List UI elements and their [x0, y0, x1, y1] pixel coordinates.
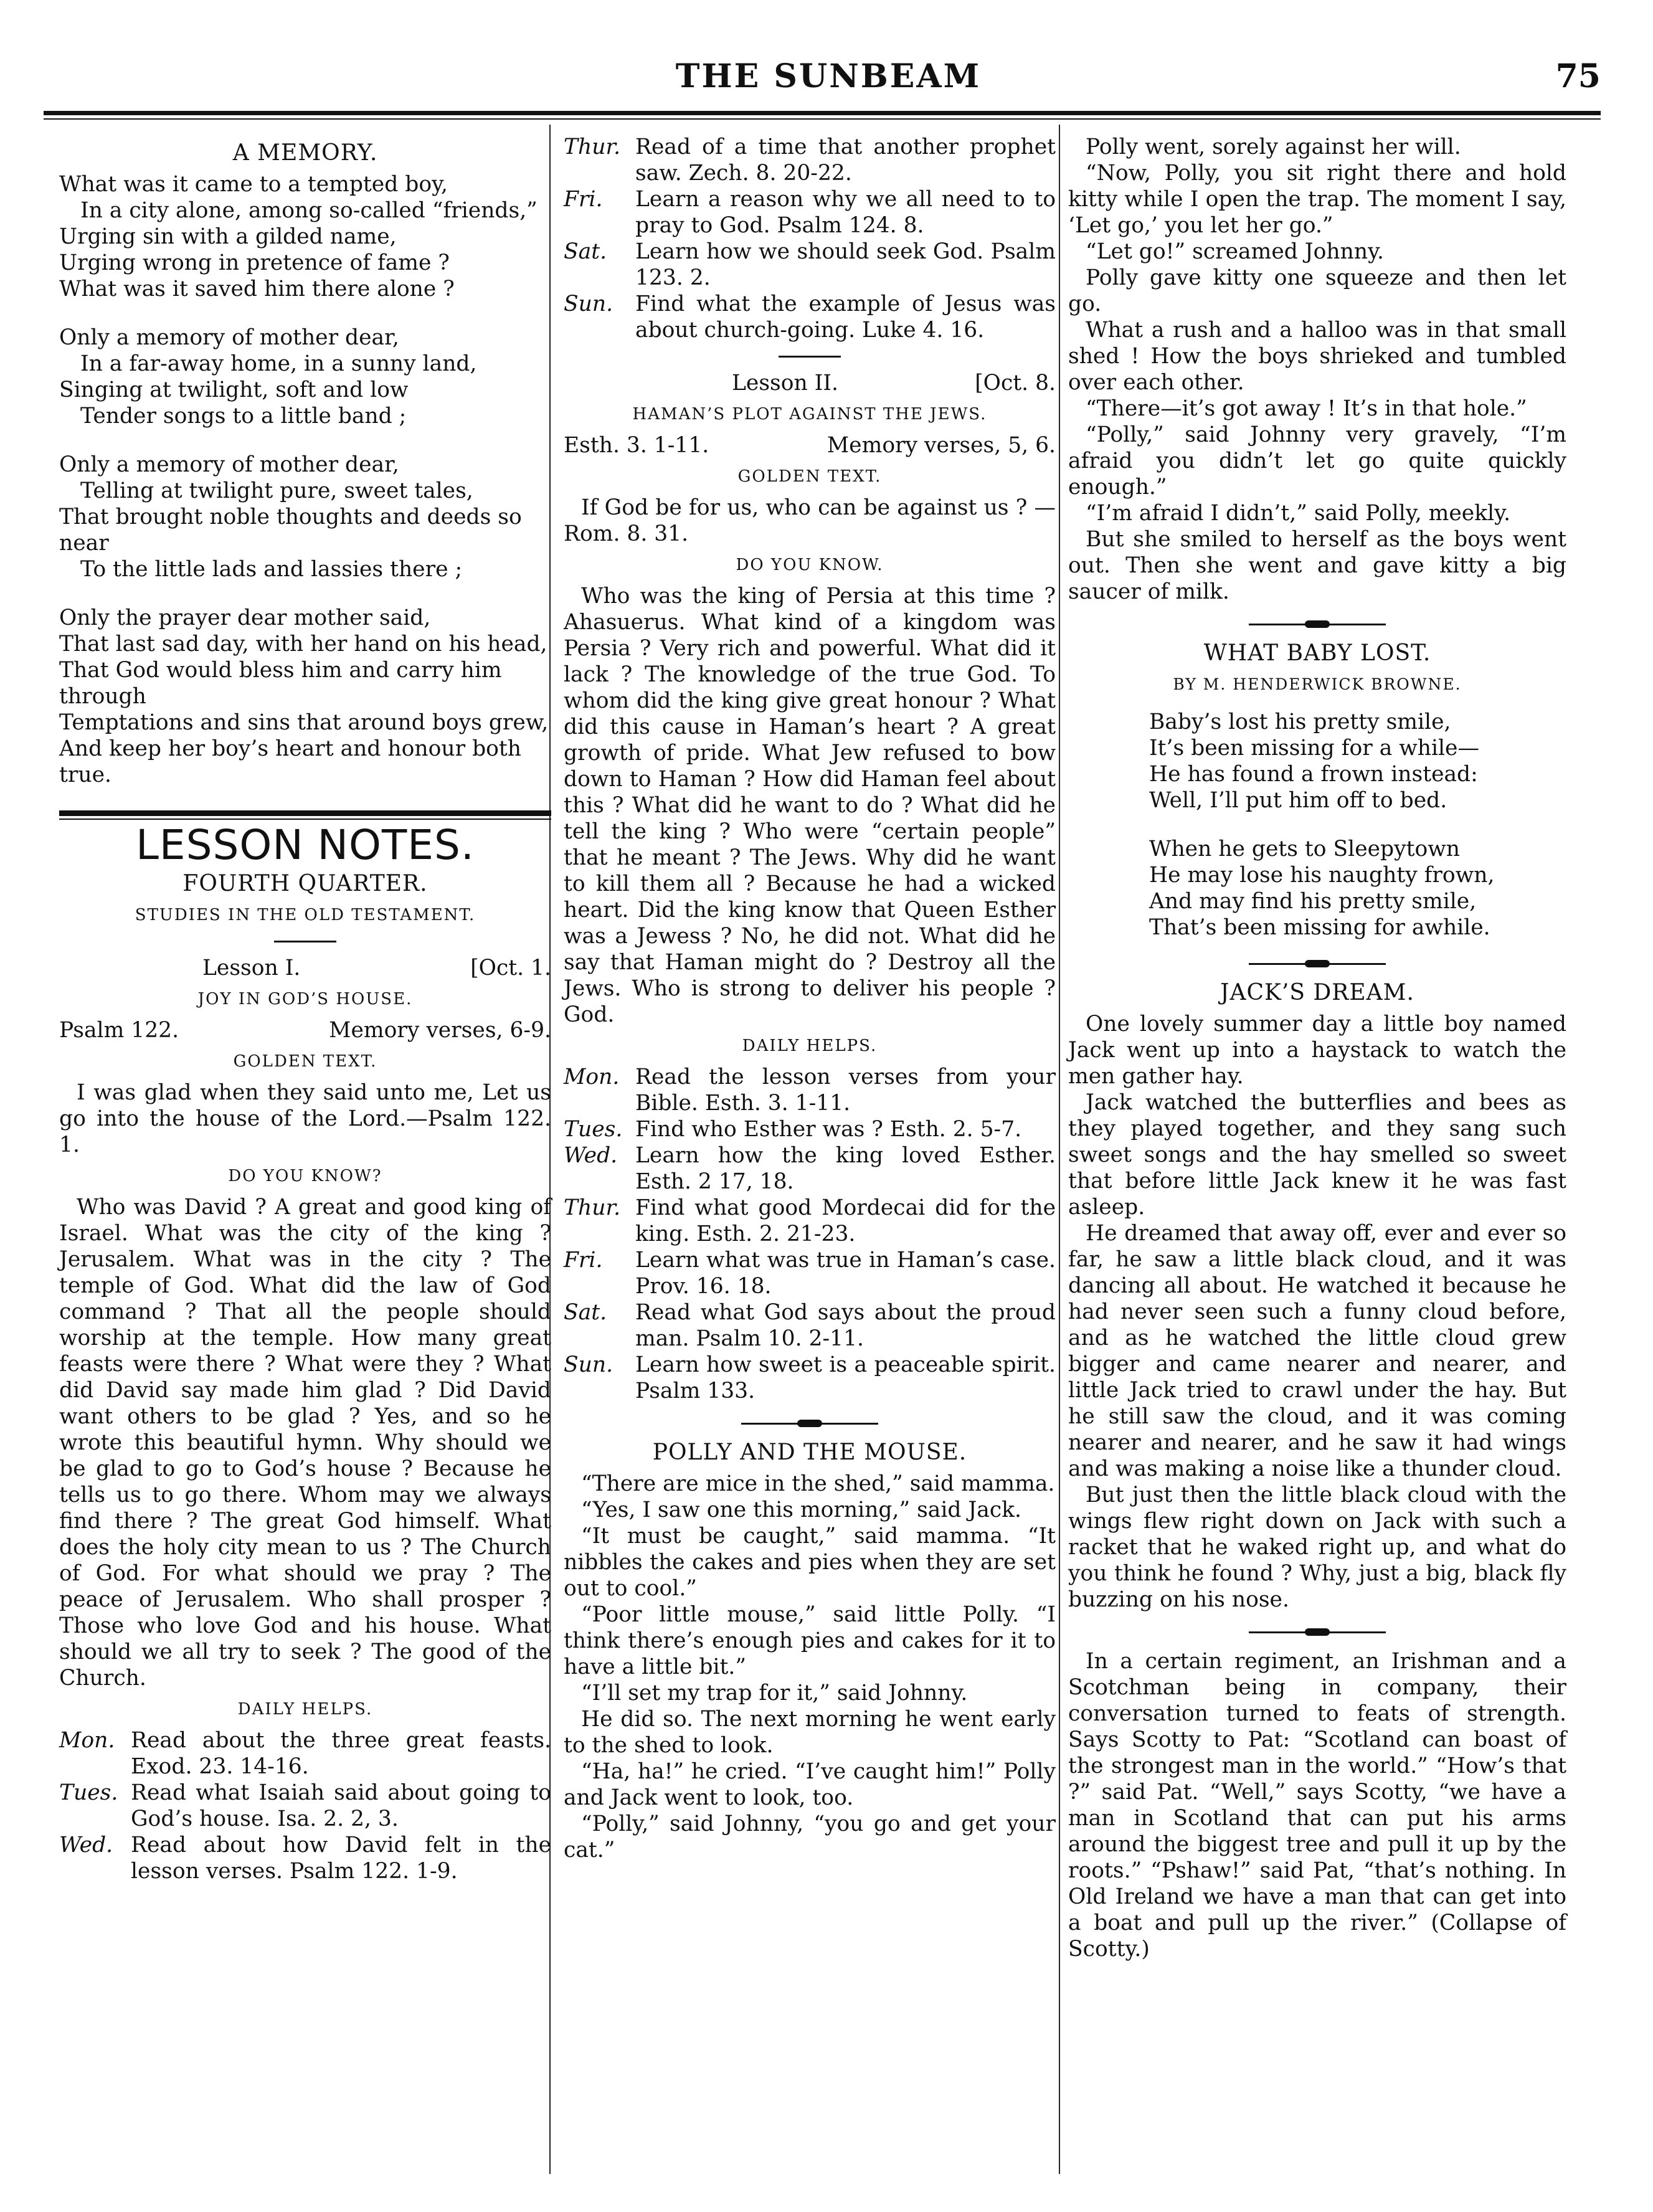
story-paragraph: But just then the little black cloud with the wings flew right down on Jack with such a racket that he waked right up, and what do you think he found ? Why, just a big, black fly buzzing on his nose.: [1068, 1483, 1566, 1612]
poem-line: Only a memory of mother dear,: [59, 452, 399, 477]
divider: [274, 941, 336, 942]
story-paragraph: “I’m afraid I didn’t,” said Polly, meekly.: [1086, 501, 1511, 526]
do-you-know-label: DO YOU KNOW?: [228, 1167, 382, 1185]
story-paragraph: Polly went, sorely against her will.: [1086, 135, 1461, 159]
poem-line: That’s been missing for awhile.: [1149, 915, 1490, 940]
column-separator-2: [1059, 125, 1060, 2174]
daily-help: [564, 239, 1056, 291]
help-day: Fri.: [564, 1248, 603, 1273]
newspaper-title: THE SUNBEAM: [675, 57, 982, 95]
do-you-know-label: DO YOU KNOW.: [736, 556, 884, 574]
lesson-2-scripture: Esth. 3. 1-11.: [564, 433, 709, 458]
daily-help: [564, 1299, 1056, 1352]
daily-help: [564, 291, 1056, 343]
help-text: Find what good Mordecai did for the king. Esth. 2. 21-23.: [635, 1195, 1056, 1246]
poem-line: And may find his pretty smile,: [1149, 889, 1477, 914]
poem-stanza: [59, 605, 551, 788]
page-number: 75: [1555, 57, 1601, 95]
poem-line: Singing at twilight, soft and low: [59, 377, 409, 402]
story-paragraph: “Polly,” said Johnny, “you go and get your cat.”: [564, 1811, 1056, 1863]
help-text: Learn how we should seek God. Psalm 123. 2.: [635, 239, 1056, 290]
help-day: Sat.: [564, 239, 607, 264]
story-paragraph: “Yes, I saw one this morning,” said Jack.: [581, 1498, 1022, 1522]
story-paragraph: What a rush and a halloo was in that small shed ! How the boys shrieked and tumbled over each other.: [1068, 318, 1566, 395]
poem-line: Baby’s lost his pretty smile,: [1149, 710, 1451, 734]
poem-line: To the little lads and lassies there ;: [80, 557, 463, 582]
baby-byline: BY M. HENDERWICK BROWNE.: [1173, 675, 1462, 693]
poem-line: What was it saved him there alone ?: [59, 277, 455, 301]
section-rule-thin: [59, 819, 551, 820]
lesson-1-label: Lesson I.: [202, 956, 301, 980]
story-paragraph: “There are mice in the shed,” said mamma.: [581, 1471, 1055, 1496]
help-day: Sun.: [564, 292, 613, 316]
poem-stanza: [59, 171, 551, 302]
help-day: Tues.: [564, 1117, 623, 1142]
lesson-2-memory-verses: Memory verses, 5, 6.: [827, 433, 1056, 458]
baby-title: WHAT BABY LOST.: [1203, 640, 1431, 666]
story-paragraph: “Let go!” screamed Johnny.: [1086, 239, 1384, 264]
baby-poem: [1068, 709, 1566, 941]
help-day: Sat.: [564, 1300, 607, 1325]
lesson-2-label: Lesson II.: [732, 371, 838, 396]
golden-text-label: GOLDEN TEXT.: [737, 467, 882, 486]
lesson-2-date: [Oct. 8.: [975, 371, 1056, 396]
lesson-1-heading: [59, 955, 551, 981]
help-text: Learn how the king loved Esther. Esth. 2 17, 18.: [635, 1143, 1056, 1194]
help-text: Read about how David felt in the lesson verses. Psalm 122. 1-9.: [131, 1833, 551, 1884]
ornamental-divider: [1249, 1631, 1386, 1633]
daily-help: [564, 1195, 1056, 1247]
daily-help: [564, 134, 1056, 186]
poem-line: What was it came to a tempted boy,: [59, 172, 448, 197]
lesson-2-verses: [564, 432, 1056, 458]
quarter-heading: FOURTH QUARTER.: [182, 871, 428, 896]
lesson-1-verses: [59, 1017, 551, 1043]
help-text: Read about the three great feasts. Exod. 23. 14-16.: [131, 1728, 551, 1779]
poem-line: In a far-away home, in a sunny land,: [80, 351, 477, 376]
help-text: Read what God says about the proud man. Psalm 10. 2-11.: [635, 1300, 1056, 1351]
page-header: [56, 57, 1601, 113]
story-paragraph: But she smiled to herself as the boys went out. Then she went and gave kitty a big saucer of milk.: [1068, 527, 1566, 604]
help-day: Wed.: [564, 1143, 618, 1168]
daily-help: [564, 1247, 1056, 1299]
poem-line: That last sad day, with her hand on his head,: [59, 632, 547, 657]
help-text: Find what the example of Jesus was about church-going. Luke 4. 16.: [635, 292, 1056, 343]
do-you-know-text: Who was the king of Persia at this time ? Ahasuerus. What kind of a kingdom was Persia ? Very rich and powerful. What did it lack ? The knowledge of the true God. To whom did the king give great honour ? What did this cause in Haman’s heart ? A great growth of pride. What Jew refused to bow down to Haman ? How did Haman feel about this ? What did he want to do ? What did he tell the king ? Who were “certain people” that he meant ? The Jews. Why did he want to kill them all ? Because he had a wicked heart. Did the king know that Queen Esther was a Jewess ? No, he did not. What did he say that Haman might do ? Destroy all the Jews. Who is strong to deliver his people ? God.: [564, 584, 1056, 1027]
help-text: Read what Isaiah said about going to God’s house. Isa. 2. 2, 3.: [131, 1780, 551, 1831]
help-text: Learn what was true in Haman’s case. Prov. 16. 18.: [635, 1248, 1056, 1299]
header-rule: [44, 111, 1601, 115]
lesson-notes-heading: LESSON NOTES.: [136, 821, 475, 869]
section-rule: [59, 810, 551, 816]
daily-help: [564, 1142, 1056, 1195]
do-you-know-text: Who was David ? A great and good king of Israel. What was the city of the king ? Jerusalem. What was in the city ? The temple of God. What did the law of God command ? That all the people should worship at the temple. How many great feasts were there ? What were they ? What did David say made him glad ? Did David want others to be glad ? Yes, and so he wrote this beautiful hymn. Why should we be glad to go to God’s house ? Because he tells us to go there. Whom may we always find there ? The great God himself. What does the holy city mean to us ? The Church of God. For what should we pray ? The peace of Jerusalem. Who shall prosper ? Those who love God and his house. What should we all try to seek ? The good of the Church.: [59, 1195, 551, 1691]
poem-line: Well, I’ll put him off to bed.: [1149, 788, 1447, 813]
poem-line: Tender songs to a little band ;: [80, 404, 407, 429]
poem-line: Only the prayer dear mother said,: [59, 605, 431, 630]
daily-helps-label: DAILY HELPS.: [742, 1037, 878, 1055]
lesson-1-memory-verses: Memory verses, 6-9.: [329, 1018, 551, 1043]
help-day: Fri.: [564, 187, 603, 212]
ornamental-divider: [741, 1423, 878, 1425]
daily-helps-label: DAILY HELPS.: [237, 1700, 373, 1719]
divider: [779, 356, 841, 358]
poem-line: He has found a frown instead:: [1149, 762, 1478, 787]
poem-line: Urging wrong in pretence of fame ?: [59, 250, 450, 275]
help-day: Thur.: [564, 135, 621, 159]
column-3: [1068, 134, 1566, 1962]
story-paragraph: He dreamed that away off, ever and ever so far, he saw a little black cloud, and it was dancing all about. He watched it because he had never seen such a funny cloud before, and as he watched the little cloud grew bigger and came nearer and nearer, and little Jack tried to crawl under the hay. But he still saw the cloud, and it was coming nearer and nearer, and he saw it had wings and was making a noise like a thunder cloud.: [1068, 1221, 1566, 1481]
poem-stanza: [59, 325, 551, 429]
poem-line: That brought noble thoughts and deeds so near: [59, 505, 522, 556]
lesson-1-title: JOY IN GOD’S HOUSE.: [197, 990, 413, 1009]
daily-help: [564, 1352, 1056, 1404]
lesson-1-date: [Oct. 1.: [470, 956, 551, 980]
column-2: [564, 134, 1056, 1863]
help-day: Wed.: [59, 1833, 113, 1858]
lesson-2-heading: [564, 370, 1056, 396]
story-paragraph: One lovely summer day a little boy named Jack went up into a haystack to watch the men gather hay.: [1068, 1012, 1566, 1089]
anecdote-paragraph: In a certain regiment, an Irishman and a Scotchman being in company, their conversation turned to feats of strength. Says Scotty to Pat: “Scotland can boast of the strongest man in the world.” “How’s that ?” said Pat. “Well,” says Scotty, “we have a man in Scotland that can put his arms around the biggest tree and pull it up by the roots.” “Pshaw!” said Pat, “that’s nothing. In Old Ireland we have a man that can get into a boat and pull up the river.” (Collapse of Scotty.): [1068, 1649, 1566, 1962]
story-paragraph: “It must be caught,” said mamma. “It nibbles the cakes and pies when they are set out to cool.”: [564, 1524, 1056, 1601]
lesson-2-title: HAMAN’S PLOT AGAINST THE JEWS.: [632, 405, 987, 424]
polly-title: POLLY AND THE MOUSE.: [652, 1440, 967, 1465]
golden-text-label: GOLDEN TEXT.: [233, 1052, 377, 1071]
daily-help: [59, 1780, 551, 1832]
help-text: Find who Esther was ? Esth. 2. 5-7.: [635, 1117, 1022, 1142]
poem-line: Urging sin with a gilded name,: [59, 224, 397, 249]
help-text: Learn how sweet is a peaceable spirit. Psalm 133.: [635, 1352, 1056, 1403]
poem-line: Only a memory of mother dear,: [59, 325, 399, 350]
story-paragraph: “I’ll set my trap for it,” said Johnny.: [581, 1681, 968, 1706]
jack-title: JACK’S DREAM.: [1220, 980, 1414, 1005]
poem-stanza: [1068, 836, 1566, 941]
daily-help: [59, 1727, 551, 1780]
help-text: Read of a time that another prophet saw. Zech. 8. 20-22.: [635, 135, 1056, 186]
help-text: Read the lesson verses from your Bible. Esth. 3. 1-11.: [635, 1065, 1056, 1116]
poem-stanza: [59, 452, 551, 582]
daily-help: [59, 1832, 551, 1884]
memory-poem: [59, 171, 551, 788]
story-paragraph: Polly gave kitty one squeeze and then let go.: [1068, 265, 1566, 316]
poem-line: He may lose his naughty frown,: [1149, 863, 1495, 888]
poem-line: It’s been missing for a while—: [1149, 736, 1479, 761]
poem-line: That God would bless him and carry him through: [59, 658, 502, 709]
poem-line: In a city alone, among so-called “friends,”: [80, 198, 538, 223]
help-text: Learn a reason why we all need to to pray to God. Psalm 124. 8.: [635, 187, 1056, 238]
help-day: Mon.: [564, 1065, 620, 1089]
help-day: Thur.: [564, 1195, 621, 1220]
golden-text: I was glad when they said unto me, Let us go into the house of the Lord.—Psalm 122. 1.: [59, 1080, 551, 1157]
golden-text: If God be for us, who can be against us ? —Rom. 8. 31.: [564, 495, 1056, 546]
story-paragraph: “Ha, ha!” he cried. “I’ve caught him!” Polly and Jack went to look, too.: [564, 1759, 1056, 1810]
column-1: [59, 134, 551, 1884]
poem-line: Temptations and sins that around boys grew,: [59, 710, 549, 735]
story-paragraph: “Polly,” said Johnny very gravely, “I’m afraid you didn’t let go quite quickly enough.”: [1068, 422, 1566, 500]
poem-line: Telling at twilight pure, sweet tales,: [80, 478, 473, 503]
poem-stanza: [1068, 709, 1566, 814]
studies-subheading: STUDIES IN THE OLD TESTAMENT.: [135, 906, 476, 924]
ornamental-divider: [1249, 963, 1386, 965]
daily-help: [564, 186, 1056, 239]
ornamental-divider: [1249, 624, 1386, 625]
help-day: Sun.: [564, 1352, 613, 1377]
poem-line: And keep her boy’s heart and honour both true.: [59, 736, 522, 787]
daily-help: [564, 1116, 1056, 1142]
help-day: Mon.: [59, 1728, 115, 1753]
header-rule-thin: [44, 118, 1601, 120]
poem-line: When he gets to Sleepytown: [1149, 837, 1460, 862]
story-paragraph: He did so. The next morning he went early to the shed to look.: [564, 1707, 1056, 1758]
memory-title: A MEMORY.: [232, 140, 378, 166]
story-paragraph: Jack watched the butterflies and bees as they played together, and they sang such sweet songs and the hay smelled so sweet that before little Jack knew it he was fast asleep.: [1068, 1090, 1566, 1220]
story-paragraph: “Now, Polly, you sit right there and hold kitty while I open the trap. The moment I say, ‘Let go,’ you let her go.”: [1068, 161, 1566, 238]
story-paragraph: “Poor little mouse,” said little Polly. “I think there’s enough pies and cakes for it to have a little bit.”: [564, 1602, 1056, 1679]
daily-help: [564, 1064, 1056, 1116]
help-day: Tues.: [59, 1780, 118, 1805]
lesson-1-scripture: Psalm 122.: [59, 1018, 179, 1043]
story-paragraph: “There—it’s got away ! It’s in that hole.”: [1086, 396, 1527, 421]
